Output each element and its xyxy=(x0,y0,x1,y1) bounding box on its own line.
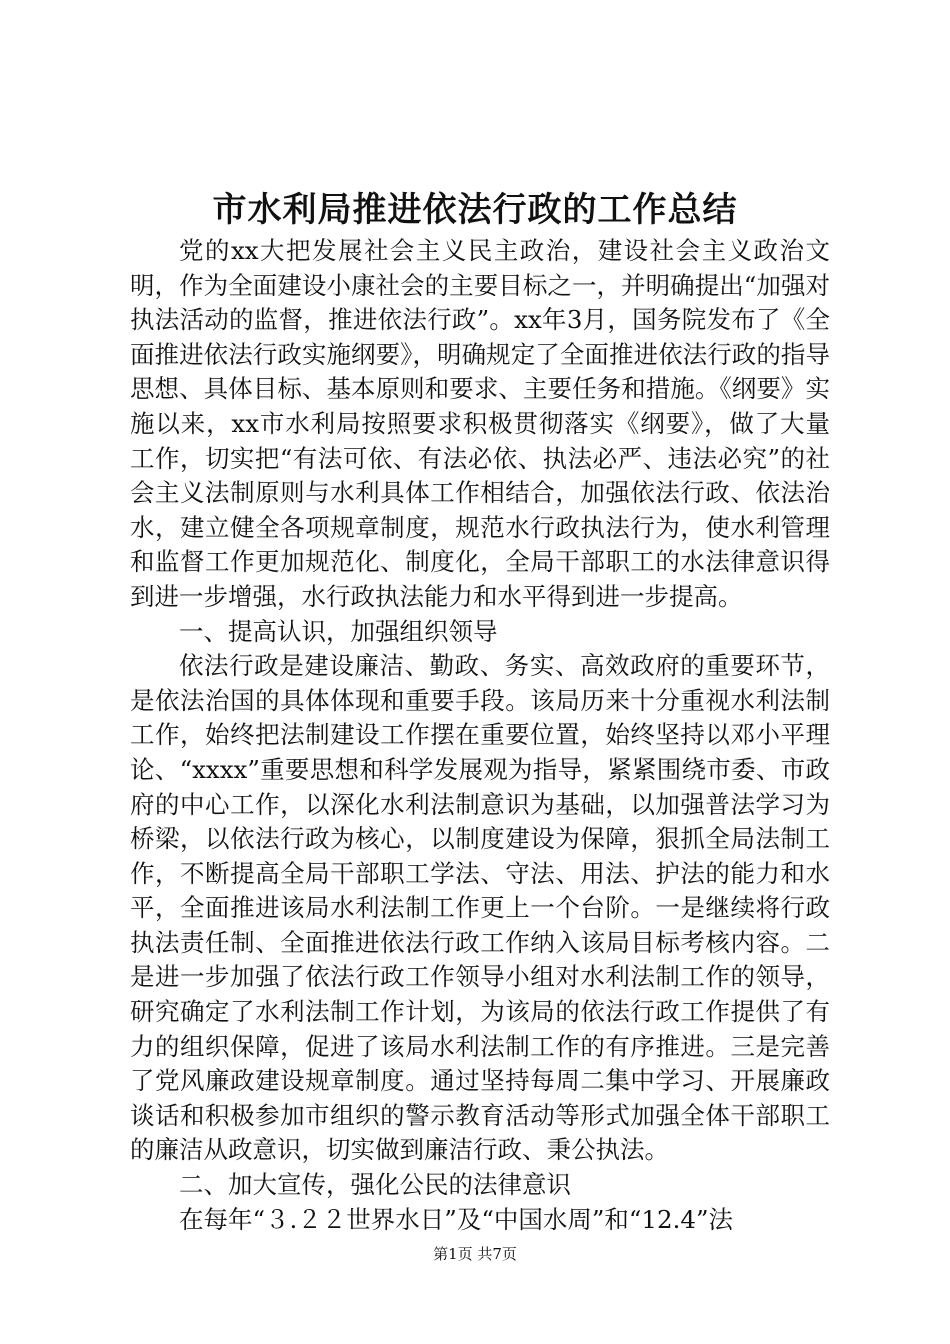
section-heading-1: 一、提高认识，加强组织领导 xyxy=(179,616,498,646)
document-title: 市水利局推进依法行政的工作总结 xyxy=(212,190,738,230)
section-heading-2: 二、加大宣传，强化公民的法律意识 xyxy=(179,1170,571,1200)
page-footer: 第1页 共7页 xyxy=(433,1245,517,1263)
document-body xyxy=(130,234,830,1237)
paragraph-section-1: 依法行政是建设廉洁、勤政、务实、高效政府的重要环节，是依法治国的具体体现和重要手段。该局历来十分重视水利法制工作，始终把法制建设工作摆在重要位置，始终坚持以邓小平理论、“xxxx”重要思想和科学发展观为指导，紧紧围绕市委、市政府的中心工作，以深化水利法制意识为基础，以加强普法学习为桥梁，以依法行政为核心，以制度建设为保障，狠抓全局法制工作，不断提高全局干部职工学法、守法、用法、护法的能力和水平，全面推进该局水利法制工作更上一个台阶。一是继续将行政执法责任制、全面推进依法行政工作纳入该局目标考核内容。二是进一步加强了依法行政工作领导小组对水利法制工作的领导，研究确定了水利法制工作计划，为该局的依法行政工作提供了有力的组织保障，促进了该局水利法制工作的有序推进。三是完善了党风廉政建设规章制度。通过坚持每周二集中学习、开展廉政谈话和积极参加市组织的警示教育活动等形式加强全体干部职工的廉洁从政意识，切实做到廉洁行政、秉公执法。 xyxy=(130,651,830,1165)
paragraph-section-2: 在每年“３.２２世界水日”及“中国水周”和“12.4”法 xyxy=(179,1204,733,1234)
paragraph-intro: 党的xx大把发展社会主义民主政治，建设社会主义政治文明，作为全面建设小康社会的主要目标之一，并明确提出“加强对执法活动的监督，推进依法行政”。xx年3月，国务院发布了《全面推进依法行政实施纲要》，明确规定了全面推进依法行政的指导思想、具体目标、基本原则和要求、主要任务和措施。《纲要》实施以来，xx市水利局按照要求积极贯彻落实《纲要》，做了大量工作，切实把“有法可依、有法必依、执法必严、违法必究”的社会主义法制原则与水利具体工作相结合，加强依法行政、依法治水，建立健全各项规章制度，规范水行政执法行为，使水利管理和监督工作更加规范化、制度化，全局干部职工的水法律意识得到进一步增强，水行政执法能力和水平得到进一步提高。 xyxy=(130,236,830,611)
